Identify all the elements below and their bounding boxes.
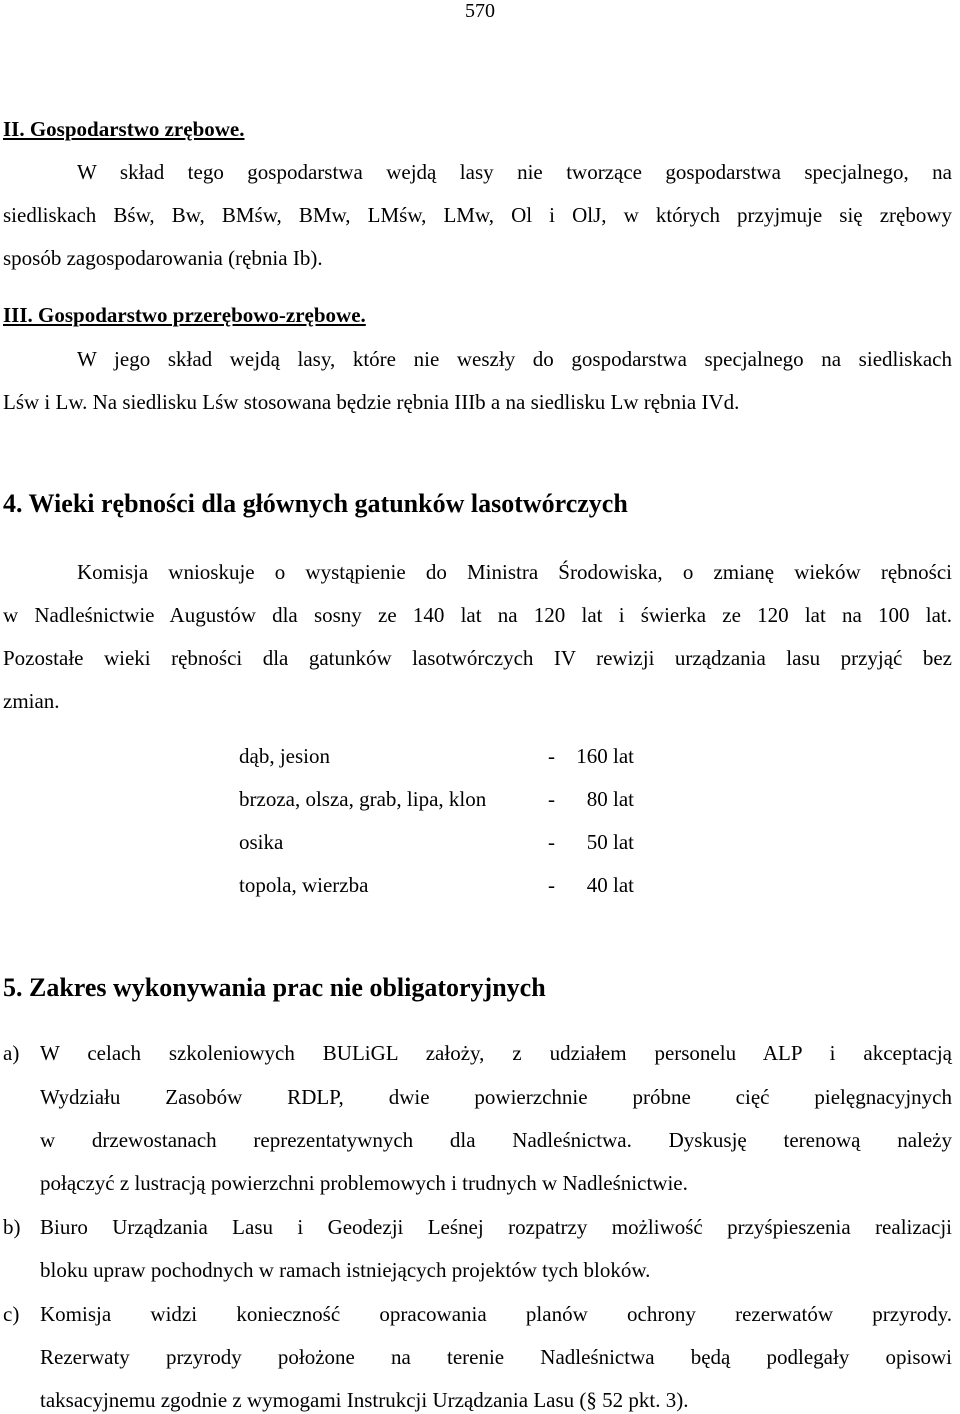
section-iii-line-1: W jego skład wejdą lasy, które nie weszły do gospodarstwa specjalnego na siedliskach — [77, 347, 952, 371]
item-b-line-2: bloku upraw pochodnych w ramach istniejących projektów tych bloków. — [40, 1258, 651, 1282]
section-iii-heading: III. Gospodarstwo przerębowo-zrębowe. — [3, 303, 366, 327]
species-dash: - — [548, 744, 555, 768]
item-a-line-1: W celach szkoleniowych BULiGL założy, z udziałem personelu ALP i akceptacją — [40, 1041, 952, 1065]
item-c-line-1: Komisja widzi konieczność opracowania planów ochrony rezerwatów przyrody. — [40, 1302, 952, 1326]
section-4-line-1: Komisja wnioskuje o wystąpienie do Ministra Środowiska, o zmianę wieków rębności — [77, 560, 952, 584]
species-name: topola, wierzba — [239, 873, 369, 897]
list-marker-c: c) — [3, 1302, 20, 1326]
section-4-line-3: Pozostałe wieki rębności dla gatunków lasotwórczych IV rewizji urządzania lasu przyjąć bez — [3, 646, 952, 670]
species-value: 40 lat — [586, 873, 634, 897]
item-a-line-4: połączyć z lustracją powierzchni problemowych i trudnych w Nadleśnictwie. — [40, 1171, 688, 1195]
species-name: dąb, jesion — [239, 744, 330, 768]
section-4-heading: 4. Wieki rębności dla głównych gatunków lasotwórczych — [3, 489, 628, 518]
item-b-line-1: Biuro Urządzania Lasu i Geodezji Leśnej rozpatrzy możliwość przyśpieszenia realizacji — [40, 1215, 952, 1239]
section-4-line-2: w Nadleśnictwie Augustów dla sosny ze 140 lat na 120 lat i świerka ze 120 lat na 100 lat. — [3, 603, 952, 627]
species-value: 80 lat — [586, 787, 634, 811]
section-4-line-4: zmian. — [3, 689, 60, 713]
item-a-line-2: Wydziału Zasobów RDLP, dwie powierzchnie próbne cięć pielęgnacyjnych — [40, 1085, 952, 1109]
section-ii-line-1: W skład tego gospodarstwa wejdą lasy nie tworzące gospodarstwa specjalnego, na — [77, 160, 952, 184]
list-marker-a: a) — [3, 1041, 20, 1065]
section-5-heading: 5. Zakres wykonywania prac nie obligatoryjnych — [3, 973, 546, 1002]
species-dash: - — [548, 787, 555, 811]
section-ii-line-2: siedliskach Bśw, Bw, BMśw, BMw, LMśw, LMw, Ol i OlJ, w których przyjmuje się zrębowy — [3, 203, 952, 227]
species-dash: - — [548, 830, 555, 854]
species-name: brzoza, olsza, grab, lipa, klon — [239, 787, 487, 811]
species-dash: - — [548, 873, 555, 897]
item-c-line-2: Rezerwaty przyrody położone na terenie Nadleśnictwa będą podlegały opisowi — [40, 1345, 952, 1369]
list-marker-b: b) — [3, 1215, 21, 1239]
species-value: 160 lat — [576, 744, 634, 768]
species-name: osika — [239, 830, 284, 854]
section-iii-line-2: Lśw i Lw. Na siedlisku Lśw stosowana będzie rębnia IIIb a na siedlisku Lw rębnia IVd. — [3, 390, 740, 414]
section-ii-line-3: sposób zagospodarowania (rębnia Ib). — [3, 246, 323, 270]
section-ii-heading: II. Gospodarstwo zrębowe. — [3, 117, 245, 141]
item-a-line-3: w drzewostanach reprezentatywnych dla Nadleśnictwa. Dyskusję terenową należy — [40, 1128, 952, 1152]
item-c-line-3: taksacyjnemu zgodnie z wymogami Instrukcji Urządzania Lasu (§ 52 pkt. 3). — [40, 1388, 689, 1412]
species-value: 50 lat — [586, 830, 634, 854]
page-number: 570 — [465, 0, 495, 22]
